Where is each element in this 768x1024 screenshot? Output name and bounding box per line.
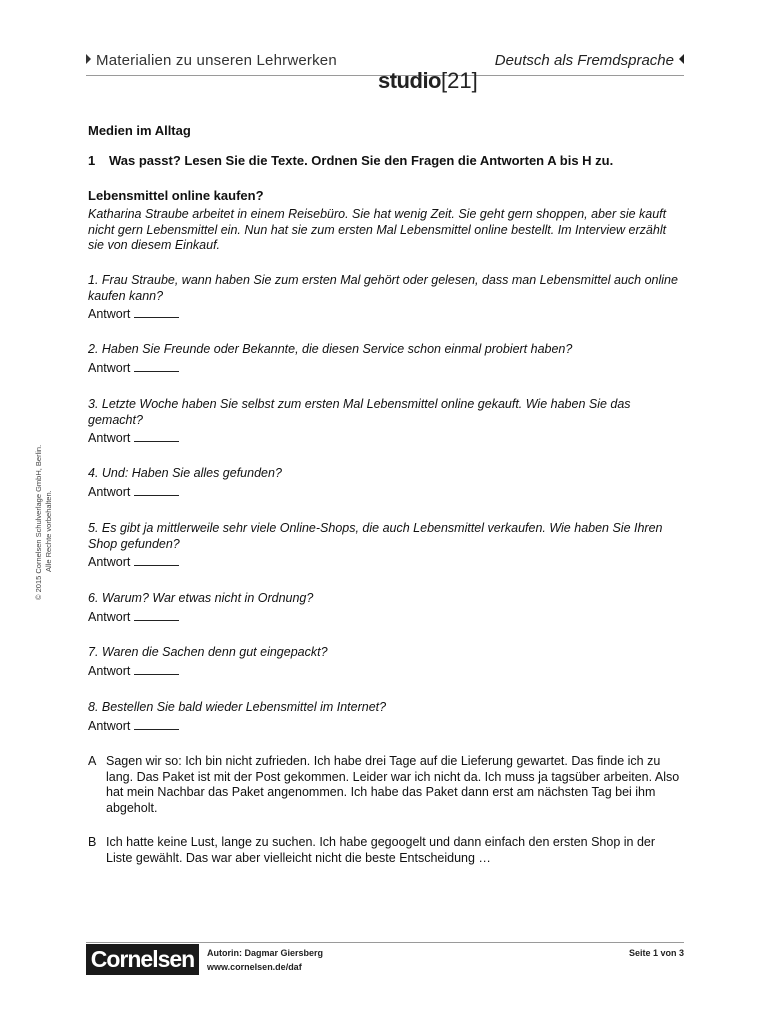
answer-line-7 <box>88 664 179 678</box>
answer-label: Antwort <box>88 361 131 375</box>
studio-logo <box>378 68 478 94</box>
answer-blank[interactable] <box>134 720 179 730</box>
triangle-right-icon <box>86 54 91 64</box>
answer-label: Antwort <box>88 664 131 678</box>
footer-page-number: Seite 1 von 3 <box>628 948 684 958</box>
intro-text: Katharina Straube arbeitet in einem Reisebüro. Sie hat wenig Zeit. Sie geht gern shoppen, aber sie kauft nicht gern Lebensmittel ein. Nun hat sie zum ersten Mal Lebensmittel online bestellt. Im Interview erzählt sie von diesem Einkauf. <box>88 207 667 252</box>
answer-blank[interactable] <box>134 432 179 442</box>
copyright-line-2: Alle Rechte vorbehalten. <box>44 490 53 572</box>
answer-blank[interactable] <box>134 611 179 621</box>
cornelsen-logo: Cornelsen <box>86 944 199 975</box>
option-a <box>88 754 684 816</box>
answer-line-6 <box>88 610 179 624</box>
question-6: 6. Warum? War etwas nicht in Ordnung? <box>88 591 314 605</box>
answer-blank[interactable] <box>134 308 179 318</box>
answer-label: Antwort <box>88 610 131 624</box>
answer-label: Antwort <box>88 431 131 445</box>
question-8: 8. Bestellen Sie bald wieder Lebensmittel im Internet? <box>88 700 387 714</box>
option-letter: A <box>88 754 97 768</box>
answer-line-4 <box>88 485 179 499</box>
answer-line-8 <box>88 719 179 733</box>
page-title: Medien im Alltag <box>88 123 191 138</box>
copyright-line-1: © 2015 Cornelsen Schulverlage GmbH, Berlin. <box>34 444 43 600</box>
question-2: 2. Haben Sie Freunde oder Bekannte, die diesen Service schon einmal probiert haben? <box>88 342 573 356</box>
option-letter: B <box>88 835 97 849</box>
copyright-note <box>34 445 54 600</box>
question-1: 1. Frau Straube, wann haben Sie zum ersten Mal gehört oder gelesen, dass man Lebensmittel auch online kaufen kann? <box>88 273 678 303</box>
answer-line-3 <box>88 431 179 445</box>
answer-line-1 <box>88 307 179 321</box>
answer-label: Antwort <box>88 555 131 569</box>
answer-blank[interactable] <box>134 665 179 675</box>
task-number: 1 <box>88 153 96 168</box>
footer-rule <box>86 942 684 943</box>
question-5: 5. Es gibt ja mittlerweile sehr viele Online-Shops, die auch Lebensmittel verkaufen. Wie haben Sie Ihren Shop gefunden? <box>88 521 663 551</box>
triangle-left-icon <box>679 54 684 64</box>
answer-label: Antwort <box>88 719 131 733</box>
answer-line-2 <box>88 361 179 375</box>
answer-line-5 <box>88 555 179 569</box>
question-4: 4. Und: Haben Sie alles gefunden? <box>88 466 282 480</box>
question-7: 7. Waren die Sachen denn gut eingepackt? <box>88 645 328 659</box>
logo-word: studio <box>378 68 441 93</box>
task-text: Was passt? Lesen Sie die Texte. Ordnen Sie den Fragen die Antworten A bis H zu. <box>109 153 614 168</box>
task-heading <box>88 153 613 168</box>
header-right-text: Deutsch als Fremdsprache <box>494 52 674 69</box>
answer-blank[interactable] <box>134 362 179 372</box>
logo-number: [21] <box>441 68 478 93</box>
answer-label: Antwort <box>88 485 131 499</box>
footer-author: Autorin: Dagmar Giersberg <box>207 948 324 958</box>
answer-blank[interactable] <box>134 486 179 496</box>
answer-label: Antwort <box>88 307 131 321</box>
header-left-text: Materialien zu unseren Lehrwerken <box>96 52 337 69</box>
answer-blank[interactable] <box>134 556 179 566</box>
option-text: Ich hatte keine Lust, lange zu suchen. Ich habe gegoogelt und dann einfach den ersten Shop in der Liste gewählt. Das war aber vielleicht nicht die beste Entscheidung … <box>106 835 656 865</box>
option-b <box>88 835 684 866</box>
question-3: 3. Letzte Woche haben Sie selbst zum ersten Mal Lebensmittel online gekauft. Wie haben Sie das gemacht? <box>88 397 631 427</box>
header-left <box>86 52 337 69</box>
section-subtitle: Lebensmittel online kaufen? <box>88 188 264 203</box>
header-right <box>495 52 684 69</box>
footer-url: www.cornelsen.de/daf <box>207 962 302 972</box>
option-text: Sagen wir so: Ich bin nicht zufrieden. Ich habe drei Tage auf die Lieferung gewartet. Das finde ich zu lang. Das Paket ist mit der Post gekommen. Leider war ich nicht da. Ich muss ja tagsüber arbeiten. Also hat mein Nachbar das Paket angenommen. Ich habe das Paket dann erst am nächsten Tag bei ihm abgeholt. <box>106 754 680 815</box>
